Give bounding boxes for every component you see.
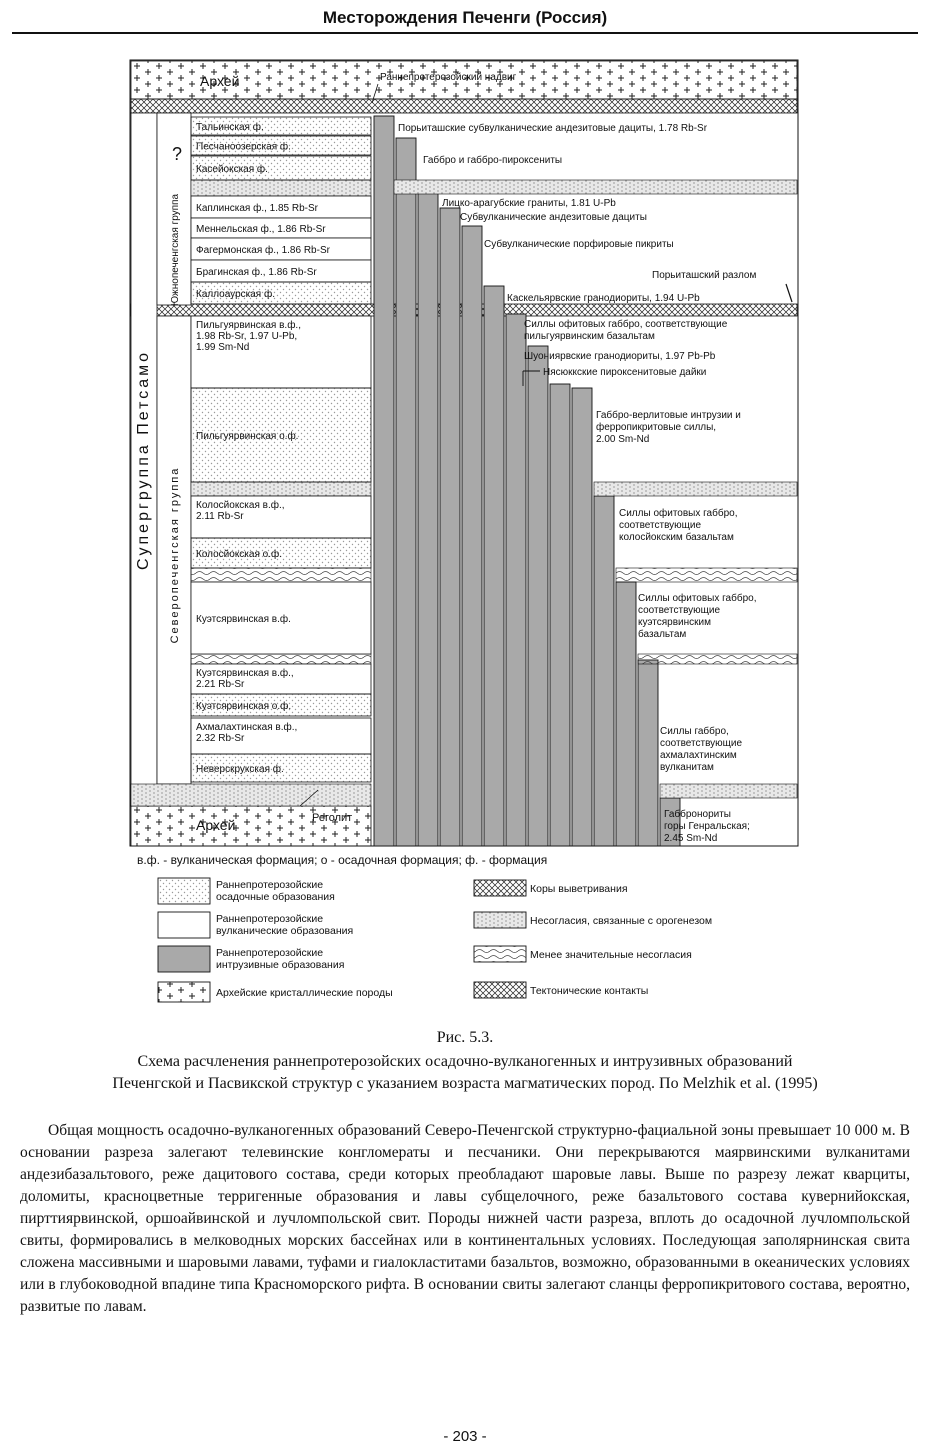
intrusion-label-13-line-3: куэтсярвинским xyxy=(638,617,711,628)
unconformity-band-1 xyxy=(191,180,371,196)
formation-label-12-line-1: Колосйокская о.ф. xyxy=(196,549,283,560)
legend-right-label-2-line-1: Несогласия, связанные с орогенезом xyxy=(530,915,713,927)
archean-top-label: Архей xyxy=(200,73,240,89)
unconformity-band-bottom xyxy=(131,784,371,806)
intrusion-label-10-line-1: Нясюккские пироксенитовые дайки xyxy=(543,367,707,378)
page-number: - 203 - xyxy=(443,1428,487,1445)
intrusion-label-7-line-1: Каскельярвские гранодиориты, 1.94 U-Pb xyxy=(507,293,700,304)
abbreviation-note: в.ф. - вулканическая формация; о - осадочная формация; ф. - формация xyxy=(137,853,548,867)
formation-label-13-line-1: Куэтсярвинская в.ф. xyxy=(196,614,291,625)
formation-label-3-line-1: Касейокская ф. xyxy=(196,164,268,175)
intrusion-label-14-line-1: Силлы габбро, xyxy=(660,726,729,737)
intrusion-label-13-line-1: Силлы офитовых габбро, xyxy=(638,593,757,604)
intrusion-label-8-line-2: пильгуярвинским базальтам xyxy=(524,331,655,342)
legend-left-label-2-line-1: Раннепротерозойские xyxy=(216,913,324,925)
intrusion-label-14-line-3: ахмалахтинским xyxy=(660,750,737,761)
right-unconformity-2 xyxy=(616,568,797,582)
legend-right-swatch-3 xyxy=(474,946,526,962)
formation-label-10-line-1: Пильгуярвинская о.ф. xyxy=(196,431,299,442)
intrusion-label-5-line-1: Субвулканические порфировые пикриты xyxy=(484,239,674,250)
formation-label-15-line-1: Куэтсярвинская о.ф. xyxy=(196,701,292,712)
intrusion-bar-2 xyxy=(396,138,416,846)
intrusion-bar-9 xyxy=(550,384,570,846)
intrusion-label-1-line-1: Порьиташские субвулканические андезитовые дациты, 1.78 Rb-Sr xyxy=(398,123,708,134)
formation-label-14-line-1: Куэтсярвинская в.ф., xyxy=(196,668,294,679)
formation-label-11-line-2: 2.11 Rb-Sr xyxy=(196,511,244,522)
intrusion-label-11-line-2: ферропикритовые силлы, xyxy=(596,422,717,433)
legend-left-swatch-4 xyxy=(158,982,210,1002)
intrusion-label-12-line-2: соответствующие xyxy=(619,520,702,531)
legend-left-label-2-line-2: вулканические образования xyxy=(216,925,354,937)
legend-right-label-3-line-1: Менее значительные несогласия xyxy=(530,949,692,961)
intrusion-bar-4 xyxy=(440,208,460,846)
intrusion-bar-13 xyxy=(638,660,658,846)
south-group-label: Южнопеченгская группа xyxy=(170,193,181,307)
thrust-label: Раннепротерозойский надвиг xyxy=(380,72,517,83)
legend-left-swatch-1 xyxy=(158,878,210,904)
intrusion-label-2-line-1: Габбро и габбро-пироксениты xyxy=(423,155,563,166)
formation-label-11-line-1: Колосйокская в.ф., xyxy=(196,500,285,511)
unconformity-band-3 xyxy=(191,568,371,582)
right-unconformity-top xyxy=(394,180,797,194)
formation-label-9-line-2: 1.98 Rb-Sr, 1.97 U-Pb, xyxy=(196,331,298,342)
legend-left-label-3-line-2: интрузивные образования xyxy=(216,959,345,971)
archean-bottom-label: Архей xyxy=(196,817,236,833)
intrusion-label-11-line-3: 2.00 Sm-Nd xyxy=(596,434,650,445)
formation-label-9-line-1: Пильгуярвинская в.ф., xyxy=(196,320,301,331)
intrusion-label-15-line-3: 2.45 Sm-Nd xyxy=(664,833,718,844)
intrusion-bar-12 xyxy=(616,582,636,846)
intrusion-bar-1 xyxy=(374,116,394,846)
intrusion-label-6-line-1: Порьиташский разлом xyxy=(652,270,757,281)
intrusion-label-3-line-1: Лицко-арагубские граниты, 1.81 U-Pb xyxy=(442,198,616,209)
intrusion-label-14-line-4: вулканитам xyxy=(660,762,714,773)
intrusion-label-8-line-1: Силлы офитовых габбро, соответствующие xyxy=(524,319,728,330)
unconformity-band-2 xyxy=(191,482,371,496)
right-unconformity-3 xyxy=(638,654,797,664)
formation-label-6-line-1: Фагермонская ф., 1.86 Rb-Sr xyxy=(196,245,330,256)
legend-left-label-1-line-1: Раннепротерозойские xyxy=(216,879,324,891)
intrusion-label-13-line-2: соответствующие xyxy=(638,605,721,616)
formation-label-2-line-1: Песчаноозерская ф. xyxy=(196,141,291,153)
intrusion-label-14-line-2: соответствующие xyxy=(660,738,743,749)
figure-caption-line-1: Схема расчленения раннепротерозойских осадочно-вулканогенных и интрузивных образований xyxy=(137,1053,793,1070)
intrusion-label-12-line-3: колосйокским базальтам xyxy=(619,532,734,543)
legend-right-label-4-line-1: Тектонические контакты xyxy=(530,985,649,997)
formation-label-17-line-1: Неверскрукская ф. xyxy=(196,764,284,775)
formation-label-16-line-2: 2.32 Rb-Sr xyxy=(196,733,245,744)
north-group-label: Северопеченгская группа xyxy=(169,466,181,644)
formation-label-9-line-3: 1.99 Sm-Nd xyxy=(196,342,250,353)
figure-caption-line-2: Печенгской и Пасвикской структур с указанием возраста магматических пород. По Melzhik et al. (1995) xyxy=(112,1075,818,1092)
legend-right-swatch-2 xyxy=(474,912,526,928)
unconformity-band-4 xyxy=(191,654,371,664)
regolith-label: Реголит xyxy=(312,812,353,824)
legend-left-label-1-line-2: осадочные образования xyxy=(216,891,335,903)
intrusion-label-4-line-1: Субвулканические андезитовые дациты xyxy=(460,212,647,223)
formation-label-1-line-1: Тальинская ф. xyxy=(196,122,264,133)
formation-label-4-line-1: Каплинская ф., 1.85 Rb-Sr xyxy=(196,203,319,214)
formation-label-14-line-2: 2.21 Rb-Sr xyxy=(196,679,245,690)
intrusion-label-13-line-4: базальтам xyxy=(638,629,687,640)
right-unconformity-1 xyxy=(594,482,797,496)
figure-number: Рис. 5.3. xyxy=(436,1029,494,1046)
legend-right-swatch-1 xyxy=(474,880,526,896)
page-header-title: Месторождения Печенги (Россия) xyxy=(322,8,608,27)
intrusion-label-15-line-1: Габбронориты xyxy=(664,809,731,820)
legend-right-swatch-4 xyxy=(474,982,526,998)
formation-label-8-line-1: Каллоаурская ф. xyxy=(196,289,275,300)
intrusion-label-15-line-2: горы Генральская; xyxy=(664,821,750,832)
legend-right-label-1-line-1: Коры выветривания xyxy=(530,883,628,895)
intrusion-bar-6 xyxy=(484,286,504,846)
formation-label-5-line-1: Меннельская ф., 1.86 Rb-Sr xyxy=(196,224,326,235)
body-paragraph: Общая мощность осадочно-вулканогенных образований Северо-Печенгской структурно-фациальной зоны превышает 10 000 м. В основании разреза залегают телевинские конгломераты и песчаники. Они перекрываются маярвинскими вулканитами андезибазальтового, реже дацитового состава, среди которых преобладают шаровые лавы. Выше по разрезу лежат кварциты, доломиты, красноцветные терригенные образования и лавы субщелочного, реже базальтового состава кувернийокская, пирттиярвинской, оршоайвинской и лучломпольской свит. Породы нижней части разреза, вплоть до осадочной лучломпольской свиты, формировались в мелководных морских бассейнах или в континентальных условиях. Последующая заполярнинская свита сложена массивными и шаровыми лавами, туфами и гиалокластитами базальтов, возможно, образованными в океанических условиях или в глубоководной впадине типа Красноморского рифта. В основании свиты залегают сланцы ферропикритового состава, вероятно, развитые по лавам. xyxy=(20,1122,910,1315)
formation-label-7-line-1: Брагинская ф., 1.86 Rb-Sr xyxy=(196,267,317,278)
intrusion-label-11-line-1: Габбро-верлитовые интрузии и xyxy=(596,410,741,421)
intrusion-label-9-line-1: Шуониярвские гранодиориты, 1.97 Pb-Pb xyxy=(524,351,716,362)
intrusion-bar-8 xyxy=(528,346,548,846)
question-mark: ? xyxy=(172,144,183,164)
intrusion-bar-7 xyxy=(506,314,526,846)
formation-label-16-line-1: Ахмалахтинская в.ф., xyxy=(196,722,298,733)
right-unconformity-4 xyxy=(660,784,797,798)
intrusion-bar-5 xyxy=(462,226,482,846)
legend-left-label-4-line-1: Архейские кристаллические породы xyxy=(216,987,393,999)
tectonic-contact-top xyxy=(131,99,797,113)
intrusion-bar-11 xyxy=(594,496,614,846)
supergroup-label: Супергруппа Петсамо xyxy=(135,349,152,571)
intrusion-bar-10 xyxy=(572,388,592,846)
intrusion-bar-3 xyxy=(418,192,438,846)
legend-left-swatch-3 xyxy=(158,946,210,972)
intrusion-label-12-line-1: Силлы офитовых габбро, xyxy=(619,508,738,519)
legend-left-swatch-2 xyxy=(158,912,210,938)
legend-left-label-3-line-1: Раннепротерозойские xyxy=(216,947,324,959)
